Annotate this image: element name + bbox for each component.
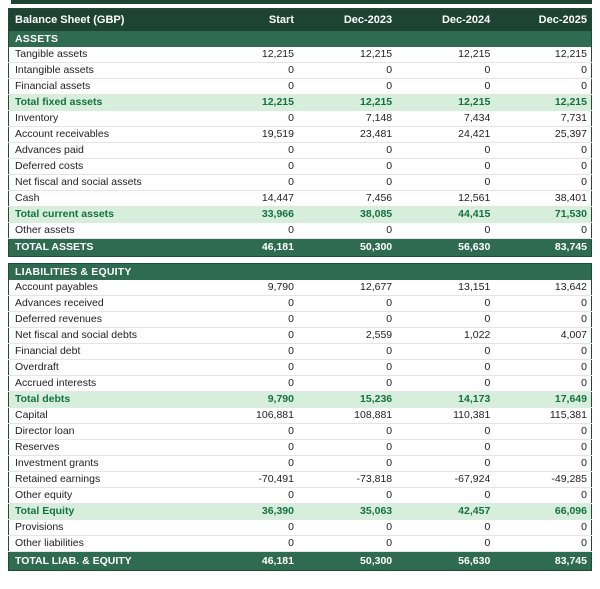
- cell-value: 0: [298, 312, 396, 328]
- balance-sheet: [8, 8, 592, 571]
- cell-value: 0: [298, 488, 396, 504]
- cell-value: 0: [396, 536, 494, 552]
- cell-value: 66,096: [494, 504, 591, 520]
- row-label: Total current assets: [9, 207, 200, 223]
- page-title: Balance Sheet (GBP): [9, 9, 200, 32]
- row-label: Overdraft: [9, 360, 200, 376]
- cell-value: 2,559: [298, 328, 396, 344]
- cell-value: 36,390: [200, 504, 298, 520]
- table-row: [9, 207, 592, 223]
- column-header: Dec-2023: [298, 9, 396, 32]
- cell-value: 0: [494, 536, 591, 552]
- cell-value: 14,447: [200, 191, 298, 207]
- cell-value: 7,148: [298, 111, 396, 127]
- cell-value: 13,151: [396, 280, 494, 296]
- cell-value: 7,731: [494, 111, 591, 127]
- cell-value: 0: [200, 328, 298, 344]
- cell-value: 12,561: [396, 191, 494, 207]
- cell-value: 0: [298, 175, 396, 191]
- table-row: [9, 504, 592, 520]
- cell-value: 0: [396, 312, 494, 328]
- row-label: Advances received: [9, 296, 200, 312]
- table-row: [9, 440, 592, 456]
- column-header: Start: [200, 9, 298, 32]
- column-header: Dec-2025: [494, 9, 591, 32]
- table-row: [9, 392, 592, 408]
- cell-value: 23,481: [298, 127, 396, 143]
- cell-value: 56,630: [396, 239, 494, 257]
- table-row: [9, 191, 592, 207]
- table-row: [9, 376, 592, 392]
- row-label: Net fiscal and social debts: [9, 328, 200, 344]
- table-row: [9, 312, 592, 328]
- cell-value: 56,630: [396, 552, 494, 571]
- table-row: [9, 95, 592, 111]
- cell-value: 0: [200, 312, 298, 328]
- cell-value: 115,381: [494, 408, 591, 424]
- cell-value: 83,745: [494, 239, 591, 257]
- cell-value: 19,519: [200, 127, 298, 143]
- cell-value: 0: [396, 296, 494, 312]
- cell-value: 0: [298, 360, 396, 376]
- cell-value: 0: [200, 456, 298, 472]
- cell-value: 0: [298, 159, 396, 175]
- cell-value: 1,022: [396, 328, 494, 344]
- cell-value: 0: [396, 175, 494, 191]
- row-label: Advances paid: [9, 143, 200, 159]
- cell-value: 0: [200, 296, 298, 312]
- cell-value: 7,456: [298, 191, 396, 207]
- row-label: Other assets: [9, 223, 200, 239]
- cell-value: 0: [200, 424, 298, 440]
- cell-value: 0: [396, 520, 494, 536]
- cell-value: 0: [298, 296, 396, 312]
- cell-value: 0: [494, 488, 591, 504]
- table-row: [9, 408, 592, 424]
- cell-value: 0: [396, 223, 494, 239]
- cell-value: 0: [494, 360, 591, 376]
- row-label: Provisions: [9, 520, 200, 536]
- cell-value: 0: [494, 223, 591, 239]
- cell-value: 0: [200, 440, 298, 456]
- cell-value: 0: [494, 520, 591, 536]
- table-row: [9, 424, 592, 440]
- cell-value: 35,063: [298, 504, 396, 520]
- table-row: [9, 552, 592, 571]
- row-label: Financial assets: [9, 79, 200, 95]
- cell-value: 0: [396, 360, 494, 376]
- cell-value: 24,421: [396, 127, 494, 143]
- table-row: [9, 239, 592, 257]
- cell-value: 0: [200, 223, 298, 239]
- cell-value: 50,300: [298, 552, 396, 571]
- cell-value: 0: [200, 360, 298, 376]
- cell-value: 12,215: [200, 95, 298, 111]
- cell-value: 0: [298, 440, 396, 456]
- cell-value: 0: [298, 79, 396, 95]
- table-row: [9, 280, 592, 296]
- cell-value: 12,677: [298, 280, 396, 296]
- section-header-label: LIABILITIES & EQUITY: [9, 264, 592, 281]
- cell-value: 0: [200, 111, 298, 127]
- row-label: Intangible assets: [9, 63, 200, 79]
- row-label: Other equity: [9, 488, 200, 504]
- cell-value: 0: [494, 296, 591, 312]
- table-row: [9, 159, 592, 175]
- cell-value: 0: [298, 344, 396, 360]
- table-row: [9, 143, 592, 159]
- cell-value: 9,790: [200, 392, 298, 408]
- cell-value: 0: [200, 143, 298, 159]
- section-header-label: ASSETS: [9, 31, 592, 47]
- row-label: TOTAL ASSETS: [9, 239, 200, 257]
- table-row: [9, 472, 592, 488]
- cell-value: 15,236: [298, 392, 396, 408]
- cell-value: 0: [494, 63, 591, 79]
- cell-value: 4,007: [494, 328, 591, 344]
- cell-value: 0: [396, 424, 494, 440]
- cell-value: 83,745: [494, 552, 591, 571]
- cell-value: 14,173: [396, 392, 494, 408]
- table-row: [9, 488, 592, 504]
- cell-value: 33,966: [200, 207, 298, 223]
- table-row: [9, 63, 592, 79]
- cell-value: 0: [200, 536, 298, 552]
- row-label: Capital: [9, 408, 200, 424]
- table-row: [9, 536, 592, 552]
- cell-value: 38,085: [298, 207, 396, 223]
- cell-value: -67,924: [396, 472, 494, 488]
- cell-value: 0: [200, 63, 298, 79]
- table-row: [9, 223, 592, 239]
- cell-value: 46,181: [200, 552, 298, 571]
- cell-value: 46,181: [200, 239, 298, 257]
- row-label: Total Equity: [9, 504, 200, 520]
- cell-value: 42,457: [396, 504, 494, 520]
- row-label: Director loan: [9, 424, 200, 440]
- cell-value: 0: [494, 344, 591, 360]
- cell-value: 0: [494, 424, 591, 440]
- cell-value: 0: [298, 536, 396, 552]
- row-label: Tangible assets: [9, 47, 200, 63]
- cell-value: 0: [396, 376, 494, 392]
- table-row: [9, 520, 592, 536]
- row-label: Deferred revenues: [9, 312, 200, 328]
- cell-value: 0: [200, 520, 298, 536]
- row-label: Total fixed assets: [9, 95, 200, 111]
- cell-value: 0: [494, 159, 591, 175]
- cell-value: 106,881: [200, 408, 298, 424]
- cell-value: 0: [298, 63, 396, 79]
- cell-value: 0: [494, 175, 591, 191]
- cell-value: -49,285: [494, 472, 591, 488]
- cell-value: 0: [494, 79, 591, 95]
- cell-value: 0: [396, 159, 494, 175]
- cell-value: 0: [200, 159, 298, 175]
- column-header: Dec-2024: [396, 9, 494, 32]
- assets-table: [8, 8, 592, 257]
- cell-value: 0: [298, 520, 396, 536]
- cell-value: 0: [494, 312, 591, 328]
- row-label: Accrued interests: [9, 376, 200, 392]
- cell-value: 0: [298, 456, 396, 472]
- cell-value: 0: [298, 143, 396, 159]
- row-label: Other liabilities: [9, 536, 200, 552]
- table-row: [9, 79, 592, 95]
- cell-value: 12,215: [494, 47, 591, 63]
- row-label: Inventory: [9, 111, 200, 127]
- cell-value: 0: [298, 376, 396, 392]
- cell-value: 0: [298, 223, 396, 239]
- cell-value: 9,790: [200, 280, 298, 296]
- row-label: Total debts: [9, 392, 200, 408]
- cell-value: 44,415: [396, 207, 494, 223]
- cell-value: 0: [200, 488, 298, 504]
- cell-value: 0: [396, 488, 494, 504]
- table-row: [9, 111, 592, 127]
- cell-value: 0: [396, 440, 494, 456]
- cell-value: 0: [200, 175, 298, 191]
- cell-value: 0: [200, 79, 298, 95]
- cell-value: 0: [396, 456, 494, 472]
- table-row: [9, 344, 592, 360]
- row-label: Account receivables: [9, 127, 200, 143]
- table-row: [9, 328, 592, 344]
- row-label: Net fiscal and social assets: [9, 175, 200, 191]
- cell-value: 0: [396, 344, 494, 360]
- cell-value: 0: [200, 376, 298, 392]
- section-header-row: [9, 31, 592, 47]
- cell-value: 0: [494, 456, 591, 472]
- table-row: [9, 456, 592, 472]
- cell-value: 12,215: [396, 47, 494, 63]
- row-label: Account payables: [9, 280, 200, 296]
- table-row: [9, 47, 592, 63]
- cell-value: 12,215: [396, 95, 494, 111]
- cell-value: 12,215: [298, 95, 396, 111]
- cell-value: 108,881: [298, 408, 396, 424]
- cell-value: 71,530: [494, 207, 591, 223]
- cell-value: 110,381: [396, 408, 494, 424]
- cell-value: 0: [200, 344, 298, 360]
- cell-value: 0: [396, 63, 494, 79]
- cell-value: 0: [494, 376, 591, 392]
- row-label: Deferred costs: [9, 159, 200, 175]
- cell-value: 12,215: [298, 47, 396, 63]
- table-row: [9, 127, 592, 143]
- row-label: Investment grants: [9, 456, 200, 472]
- table-row: [9, 296, 592, 312]
- cell-value: 12,215: [200, 47, 298, 63]
- cell-value: 7,434: [396, 111, 494, 127]
- table-header-row: [9, 9, 592, 32]
- cell-value: 0: [494, 143, 591, 159]
- cell-value: 25,397: [494, 127, 591, 143]
- cell-value: 13,642: [494, 280, 591, 296]
- cell-value: 38,401: [494, 191, 591, 207]
- liabilities-equity-table: [8, 263, 592, 571]
- cell-value: 0: [396, 143, 494, 159]
- row-label: Financial debt: [9, 344, 200, 360]
- section-header-row: [9, 264, 592, 281]
- cell-value: 0: [494, 440, 591, 456]
- cell-value: 0: [396, 79, 494, 95]
- cell-value: 12,215: [494, 95, 591, 111]
- row-label: TOTAL LIAB. & EQUITY: [9, 552, 200, 571]
- table-row: [9, 175, 592, 191]
- cell-value: 50,300: [298, 239, 396, 257]
- cell-value: 0: [298, 424, 396, 440]
- table-row: [9, 360, 592, 376]
- row-label: Retained earnings: [9, 472, 200, 488]
- cell-value: -73,818: [298, 472, 396, 488]
- cropped-table-edge: [11, 0, 592, 4]
- cell-value: -70,491: [200, 472, 298, 488]
- cell-value: 17,649: [494, 392, 591, 408]
- row-label: Reserves: [9, 440, 200, 456]
- row-label: Cash: [9, 191, 200, 207]
